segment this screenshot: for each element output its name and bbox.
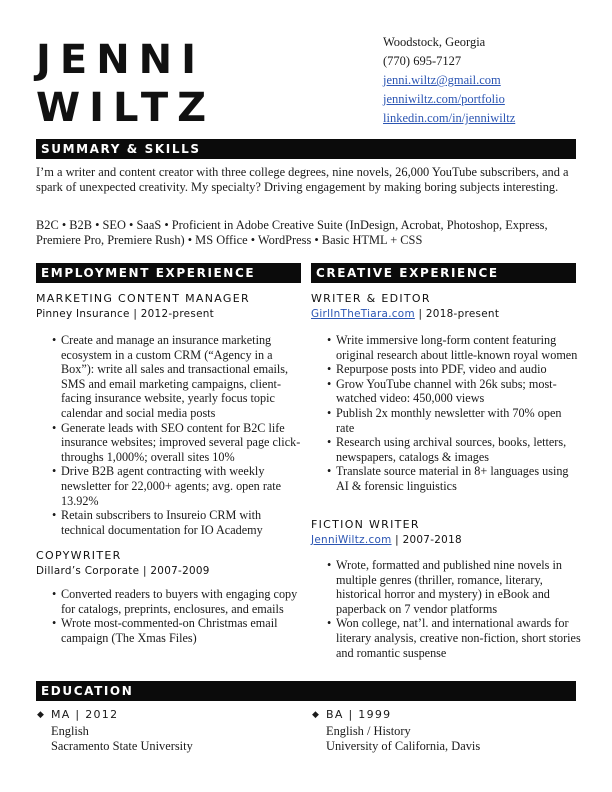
job-org <box>311 533 462 547</box>
job-title: FICTION WRITER <box>311 518 420 531</box>
list-item: • Grow YouTube channel with 26k subs; most-watched video: 450,000 views <box>327 377 582 406</box>
list-item: • Write immersive long-form content featuring original research about little-known royal women <box>327 333 582 362</box>
degree-title: BA | 1999 <box>326 708 392 721</box>
job-title: WRITER & EDITOR <box>311 292 431 305</box>
degree-field: English / History <box>326 724 411 738</box>
job-org <box>311 307 499 321</box>
list-item: • Wrote, formatted and published nine novels in multiple genres (thriller, romance, literary, historical horror and mystery) in eBook and paperback on 7 vendor platforms <box>327 558 582 616</box>
portfolio-link[interactable]: jenniwiltz.com/portfolio <box>383 92 505 106</box>
degree-school: Sacramento State University <box>51 739 193 753</box>
diamond-bullet-icon: ◆ <box>312 710 319 720</box>
linkedin-link[interactable]: linkedin.com/in/jenniwiltz <box>383 111 516 125</box>
degree-school: University of California, Davis <box>326 739 481 753</box>
degree-title: MA | 2012 <box>51 708 119 721</box>
skills-text: B2C • B2B • SEO • SaaS • Proficient in Adobe Creative Suite (InDesign, Acrobat, Photoshop, Express, Premiere Pro, Premiere Rush) • MS Office • WordPress • Basic HTML + CSS <box>36 218 548 247</box>
last-name: WILTZ <box>36 85 216 131</box>
job-bullets <box>327 333 582 494</box>
first-name: JENNI <box>36 37 206 83</box>
list-item: • Wrote most-commented-on Christmas email campaign (The Xmas Files) <box>52 616 304 645</box>
list-item: • Publish 2x monthly newsletter with 70% open rate <box>327 406 582 435</box>
job-bullets <box>327 558 582 660</box>
degree-field: English <box>51 724 89 738</box>
job-title: MARKETING CONTENT MANAGER <box>36 292 250 305</box>
list-item: • Repurpose posts into PDF, video and audio <box>327 362 582 377</box>
list-item: • Won college, nat’l. and international awards for literary analysis, creative non-fiction, short stories and romantic suspense <box>327 616 582 660</box>
list-item: • Retain subscribers to Insureio CRM with technical documentation for IO Academy <box>52 508 304 537</box>
job-dates: | 2018-present <box>414 308 500 320</box>
list-item: • Converted readers to buyers with engaging copy for catalogs, preprints, enclosures, and emails <box>52 587 304 616</box>
list-item: • Generate leads with SEO content for B2C life insurance websites; improved several page click-throughs 1,000%; overall sites 10% <box>52 421 304 465</box>
list-item: • Translate source material in 8+ languages using AI & forensic linguistics <box>327 464 582 493</box>
job-dates: | 2007-2018 <box>391 534 462 546</box>
name-block <box>36 36 215 132</box>
location: Woodstock, Georgia <box>383 35 486 49</box>
list-item: • Drive B2B agent contracting with weekly newsletter for 22,000+ agents; avg. open rate 13.92% <box>52 464 304 508</box>
diamond-bullet-icon: ◆ <box>37 710 44 720</box>
list-item: • Create and manage an insurance marketing ecosystem in a custom CRM (“Agency in a Box”): write all sales and transactional emails, SMS and email marketing campaigns, client-facing insurance website, yearly focus topic calendar and social media posts <box>52 333 304 421</box>
email-link[interactable]: jenni.wiltz@gmail.com <box>383 73 501 87</box>
summary-heading: SUMMARY & SKILLS <box>36 139 576 159</box>
job-org: Dillard’s Corporate | 2007-2009 <box>36 565 210 577</box>
contact-block <box>383 33 515 128</box>
summary-text: I’m a writer and content creator with three college degrees, nine novels, 26,000 YouTube subscribers, and a spark of unexpected creativity. My specialty? Driving engagement by making boring subjects interesting. <box>36 165 569 194</box>
jenniwiltz-link[interactable]: JenniWiltz.com <box>311 534 392 546</box>
job-bullets <box>52 587 304 645</box>
job-title: COPYWRITER <box>36 549 122 562</box>
education-heading: EDUCATION <box>36 681 576 701</box>
employment-heading: EMPLOYMENT EXPERIENCE <box>36 263 301 283</box>
girlinthetiara-link[interactable]: GirlInTheTiara.com <box>311 308 415 320</box>
job-org: Pinney Insurance | 2012-present <box>36 308 215 320</box>
list-item: • Research using archival sources, books, letters, newspapers, catalogs & images <box>327 435 582 464</box>
phone: (770) 695-7127 <box>383 54 462 68</box>
job-bullets <box>52 333 304 537</box>
creative-heading: CREATIVE EXPERIENCE <box>311 263 576 283</box>
